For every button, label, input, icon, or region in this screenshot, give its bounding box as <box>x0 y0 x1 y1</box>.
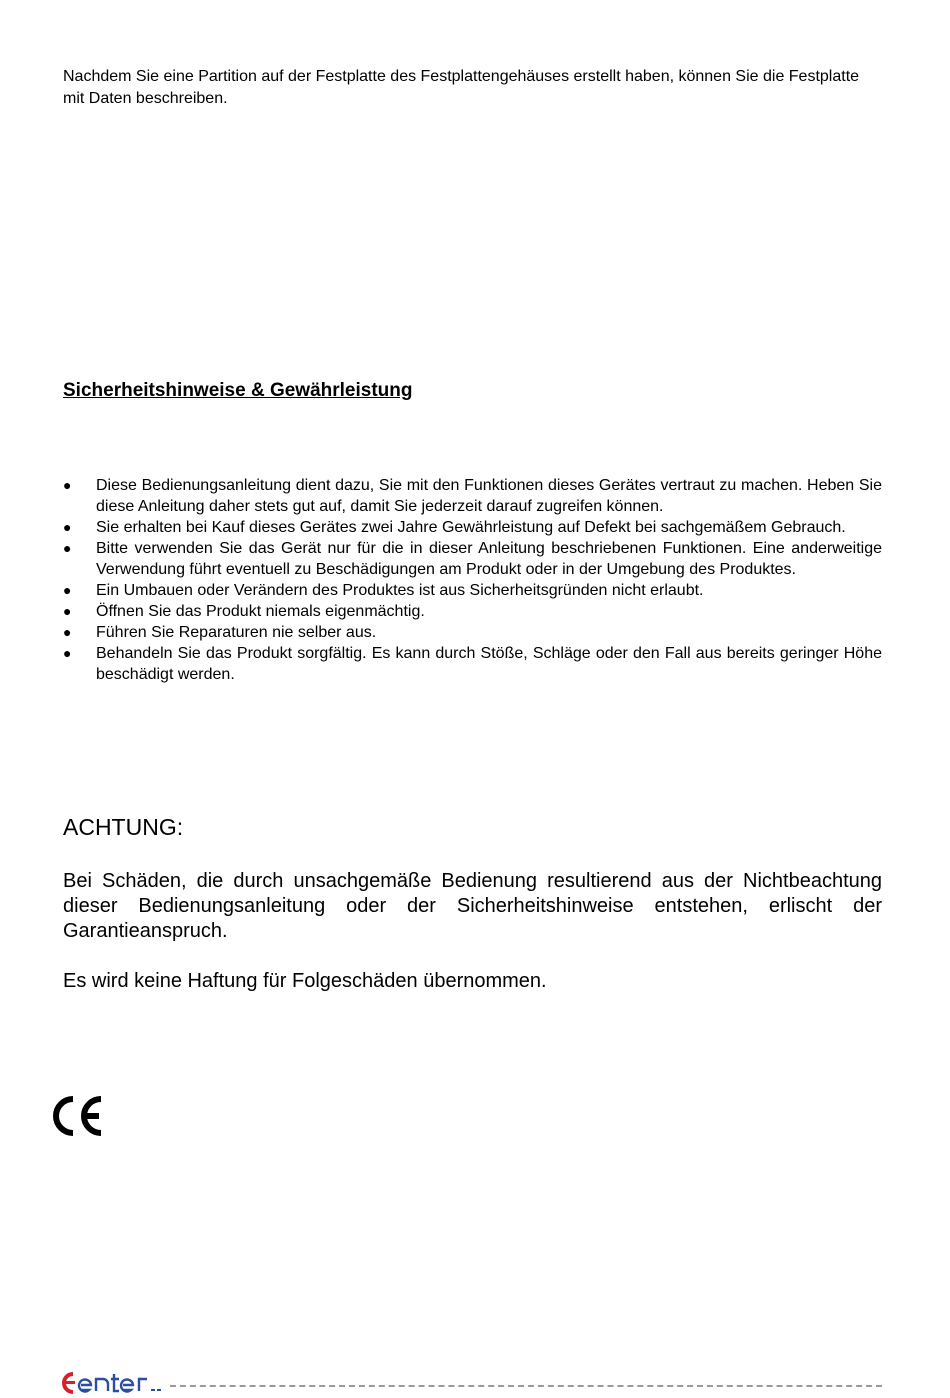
list-item-text: Ein Umbauen oder Verändern des Produktes ist aus Sicherheitsgründen nicht erlaubt. <box>96 582 704 599</box>
list-item-text: Führen Sie Reparaturen nie selber aus. <box>96 624 377 641</box>
list-item <box>63 538 882 580</box>
list-item-text: Sie erhalten bei Kauf dieses Gerätes zwei Jahre Gewährleistung auf Defekt bei sachgemäßem Gebrauch. <box>96 519 846 536</box>
footer-divider <box>170 1385 882 1387</box>
list-item <box>63 475 882 517</box>
list-item <box>63 643 882 685</box>
list-item-text: Bitte verwenden Sie das Gerät nur für die in dieser Anleitung beschriebenen Funktionen. Eine anderweitige Verwendung führt eventuell zu Beschädigungen am Produkt oder in der Umgebung des Produktes. <box>96 540 882 578</box>
list-item <box>63 601 882 622</box>
list-item-text: Öffnen Sie das Produkt niemals eigenmächtig. <box>96 603 425 620</box>
bullet-icon: ● <box>63 477 72 493</box>
bullet-icon: ● <box>63 624 72 640</box>
bullet-icon: ● <box>63 645 72 661</box>
intro-paragraph: Nachdem Sie eine Partition auf der Festplatte des Festplattengehäuses erstellt haben, können Sie die Festplatte mit Daten beschreiben. <box>63 68 860 107</box>
bullet-icon: ● <box>63 540 72 556</box>
ce-mark-icon <box>51 1095 105 1137</box>
liability-paragraph: Es wird keine Haftung für Folgeschäden übernommen. <box>63 970 547 992</box>
bullet-icon: ● <box>63 582 72 598</box>
safety-list <box>63 475 882 685</box>
warning-paragraph: Bei Schäden, die durch unsachgemäße Bedienung resultierend aus der Nichtbeachtung dieser Bedienungsanleitung oder der Sicherheitshinweise entstehen, erlischt der Garantieanspruch. <box>63 870 882 942</box>
center-logo-icon <box>61 1368 171 1396</box>
list-item <box>63 622 882 643</box>
list-item <box>63 517 882 538</box>
bullet-icon: ● <box>63 603 72 619</box>
section-heading: Sicherheitshinweise & Gewährleistung <box>63 380 413 401</box>
warning-title: ACHTUNG: <box>63 814 184 840</box>
list-item <box>63 580 882 601</box>
list-item-text: Diese Bedienungsanleitung dient dazu, Sie mit den Funktionen dieses Gerätes vertraut zu machen. Heben Sie diese Anleitung daher stets gut auf, damit Sie jederzeit darauf zugreifen können. <box>96 477 882 515</box>
bullet-icon: ● <box>63 519 72 535</box>
list-item-text: Behandeln Sie das Produkt sorgfältig. Es kann durch Stöße, Schläge oder den Fall aus bereits geringer Höhe beschädigt werden. <box>96 645 882 683</box>
